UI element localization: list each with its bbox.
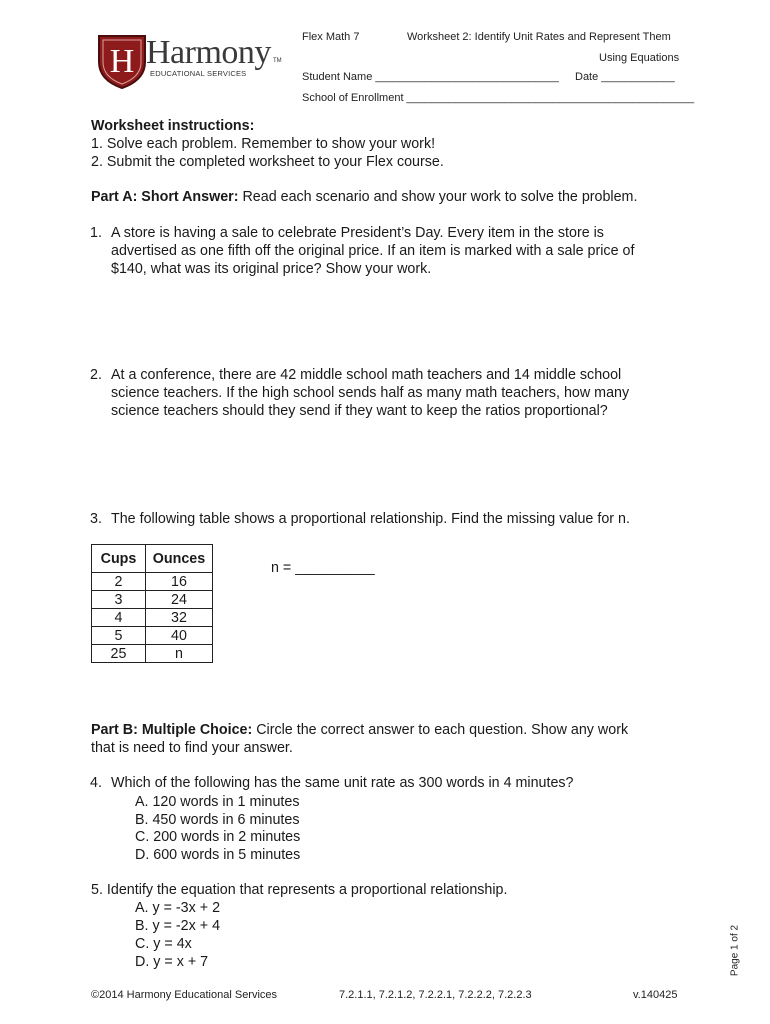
table-row: 25 n <box>92 645 213 663</box>
part-b-text-line2: that is need to find your answer. <box>91 740 293 756</box>
harmony-logo <box>96 32 286 90</box>
table-header-row <box>92 545 213 573</box>
footer-version: v.140425 <box>633 989 678 1001</box>
school-field[interactable]: School of Enrollment _______________________________________________ <box>302 92 695 104</box>
part-a-label: Part A: Short Answer: <box>91 189 239 205</box>
part-a-heading <box>91 188 637 206</box>
q4-choice-a[interactable]: A. 120 words in 1 minutes <box>135 794 300 810</box>
logo-tm: TM <box>273 58 282 64</box>
page-number-vertical: Page 1 of 2 <box>729 924 741 977</box>
q4-choice-c[interactable]: C. 200 words in 2 minutes <box>135 829 301 845</box>
footer-standards: 7.2.1.1, 7.2.1.2, 7.2.2.1, 7.2.2.2, 7.2.2.3 <box>339 989 532 1001</box>
logo-sub: EDUCATIONAL SERVICES <box>150 69 247 78</box>
footer-copyright: ©2014 Harmony Educational Services <box>91 989 278 1001</box>
part-b-heading <box>91 721 628 739</box>
q5-choice-d[interactable]: D. y = x + 7 <box>135 954 209 970</box>
q5-choice-a[interactable]: A. y = -3x + 2 <box>135 900 221 916</box>
logo-letter: H <box>109 43 135 80</box>
course-name: Flex Math 7 <box>302 31 360 43</box>
part-b-label: Part B: Multiple Choice: <box>91 722 253 738</box>
proportion-table <box>91 544 213 663</box>
question-5: 5. Identify the equation that represents a proportional relationship. <box>91 882 508 898</box>
q4-choice-d[interactable]: D. 600 words in 5 minutes <box>135 847 301 863</box>
q5-choice-b[interactable]: B. y = -2x + 4 <box>135 918 221 934</box>
student-name-field[interactable]: Student Name ______________________________ <box>302 71 559 83</box>
table-row: 5 40 <box>92 627 213 645</box>
table-row: 3 24 <box>92 591 213 609</box>
part-a-text: Read each scenario and show your work to solve the problem. <box>238 189 638 205</box>
instruction-item: 1. Solve each problem. Remember to show your work! <box>91 136 436 152</box>
table-header: Cups <box>92 545 146 573</box>
shield-icon <box>96 32 148 90</box>
worksheet-title-line2: Using Equations <box>599 52 680 64</box>
worksheet-title-line1: Worksheet 2: Identify Unit Rates and Represent Them <box>407 31 671 43</box>
n-answer-blank[interactable]: n = __________ <box>271 560 375 576</box>
part-b-text: Circle the correct answer to each question. Show any work <box>252 722 629 738</box>
instructions-heading: Worksheet instructions: <box>91 118 255 134</box>
table-header: Ounces <box>146 545 213 573</box>
table-row: 2 16 <box>92 573 213 591</box>
table-row: 4 32 <box>92 609 213 627</box>
date-field[interactable]: Date ____________ <box>575 71 675 83</box>
q4-choice-b[interactable]: B. 450 words in 6 minutes <box>135 812 300 828</box>
instruction-item: 2. Submit the completed worksheet to your Flex course. <box>91 154 444 170</box>
q5-choice-c[interactable]: C. y = 4x <box>135 936 192 952</box>
logo-name: Harmony <box>146 34 271 71</box>
